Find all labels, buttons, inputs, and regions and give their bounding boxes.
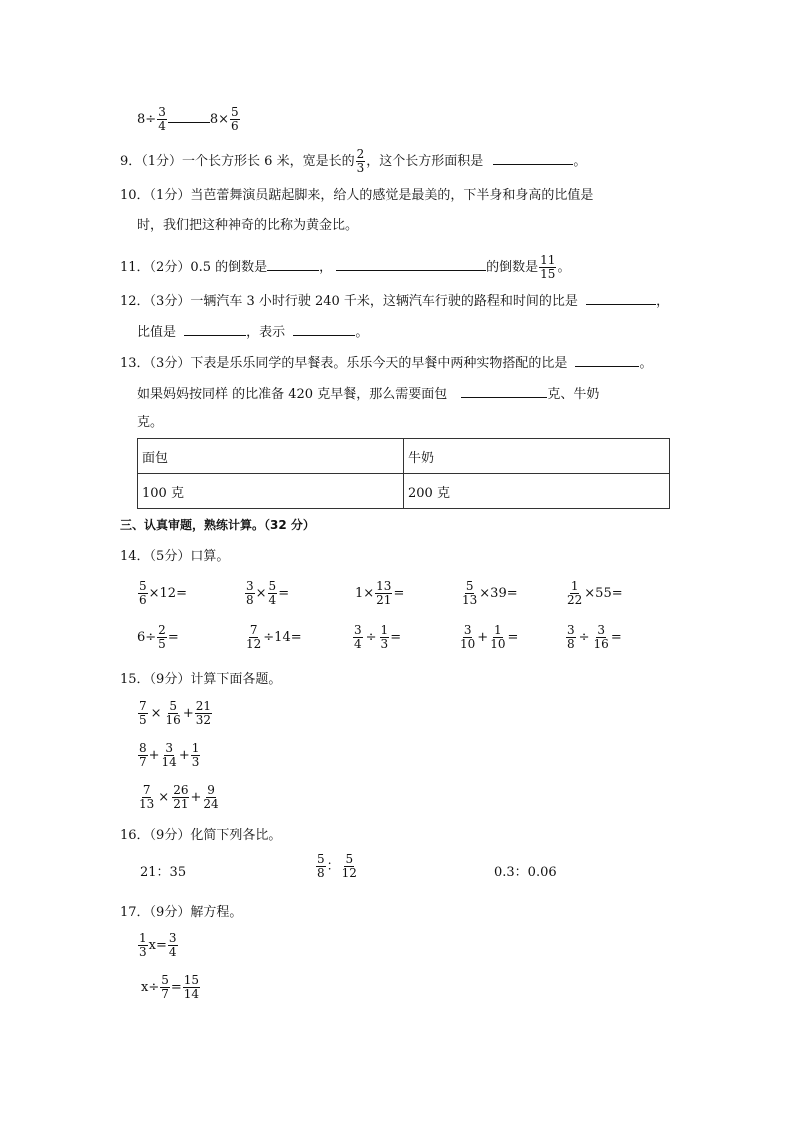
- question-10-line-1: [120, 186, 593, 206]
- question-number: 11．: [120, 260, 150, 275]
- q15-expression-3: $\frac{7}{13}$ × $\frac{26}{21}$ + $\frac{9}{24}$: [139, 783, 219, 811]
- question-text: （1分）一个长方形长 6 米，宽是长的: [141, 154, 355, 169]
- question-13-line-3: [137, 413, 163, 433]
- q8-number-b: 8: [209, 112, 219, 127]
- question-text: 克、牛奶: [547, 387, 600, 402]
- q14-item-1-2: $\frac{3}{8}$ × $\frac{5}{4}$ =: [246, 579, 290, 607]
- question-15-title: [120, 670, 281, 690]
- q14-item-2-2: $\frac{7}{12}$ ÷14=: [246, 623, 302, 651]
- q13-answer-blank-2[interactable]: [461, 383, 547, 398]
- table-cell-milk: 200 克: [404, 474, 670, 509]
- question-text: （9分）计算下面各题。: [149, 672, 282, 687]
- q8-fraction-1: $\frac{3}{4}$: [158, 105, 166, 133]
- question-number: 13．: [120, 356, 150, 371]
- question-text: 如果妈妈按同样 的比准备 420 克早餐，那么需要面包: [137, 387, 448, 402]
- q16-ratio-3: 0.3：0.06: [494, 865, 557, 880]
- q14-item-1-5: $\frac{1}{22}$ ×55=: [567, 579, 623, 607]
- q14-item-1-3: 1× $\frac{13}{21}$ =: [355, 579, 405, 607]
- q11-answer-blank-2[interactable]: [336, 256, 486, 271]
- question-text: （2分）0.5 的倒数是: [149, 260, 268, 275]
- question-number: 15．: [120, 672, 150, 687]
- q15-expression-2: $\frac{8}{7}$ + $\frac{3}{14}$ + $\frac{1}{3}$: [139, 741, 200, 769]
- q14-item-1-1: $\frac{5}{6}$ ×12=: [139, 579, 187, 607]
- question-9: 9．（1分）一个长方形长 6 米，宽是长的 $\frac{2}{3}$ ，这个长方形面积是 。: [120, 147, 587, 175]
- q14-item-2-1: 6÷ $\frac{2}{5}$ =: [137, 623, 179, 651]
- q11-answer-blank-1[interactable]: [267, 256, 319, 271]
- breakfast-table: [137, 438, 670, 509]
- q11-fraction: $\frac{11}{15}$: [540, 253, 556, 281]
- question-text: 克。: [137, 415, 164, 430]
- q9-fraction: $\frac{2}{3}$: [356, 147, 365, 175]
- q8-fraction-2: $\frac{5}{6}$: [231, 105, 239, 133]
- question-number: 14．: [120, 549, 150, 564]
- question-text: （1分）当芭蕾舞演员踮起脚来，给人的感觉是最美的，下半身和身高的比值是: [149, 188, 594, 203]
- q14-item-2-5: $\frac{3}{8}$ ÷ $\frac{3}{16}$ =: [567, 623, 622, 651]
- q16-ratio-1: 21：35: [140, 865, 187, 880]
- question-10-line-2: [137, 216, 358, 236]
- question-number: 16．: [120, 828, 150, 843]
- question-14-title: [120, 547, 229, 567]
- q12-answer-blank-3[interactable]: [293, 321, 355, 336]
- table-row: [138, 474, 670, 509]
- q15-expression-1: $\frac{7}{5}$ × $\frac{5}{16}$ + $\frac{21}{32}$: [139, 699, 212, 727]
- table-cell-bread: 100 克: [138, 474, 404, 509]
- q12-answer-blank-1[interactable]: [586, 290, 656, 305]
- question-text: 比值是: [137, 325, 177, 340]
- table-header-bread: 面包: [138, 439, 404, 474]
- q8-op-times: ×: [218, 112, 230, 127]
- question-text: （9分）解方程。: [149, 905, 243, 920]
- question-number: 10．: [120, 188, 150, 203]
- question-text: ，表示: [246, 325, 286, 340]
- question-text: （5分）口算。: [149, 549, 230, 564]
- q8-number-a: 8: [137, 112, 146, 127]
- question-text: ，这个长方形面积是: [366, 154, 484, 169]
- table-row: [138, 439, 670, 474]
- q14-item-1-4: $\frac{5}{13}$ ×39=: [462, 579, 518, 607]
- question-number: 9．: [120, 154, 142, 169]
- question-text: 的倒数是: [486, 260, 539, 275]
- question-text: 时，我们把这种神奇的比称为黄金比。: [137, 218, 359, 233]
- question-13-line-2: [137, 383, 599, 405]
- question-text: （9分）化简下列各比。: [149, 828, 282, 843]
- q13-answer-blank-1[interactable]: [575, 352, 639, 367]
- q17-equation-1: $\frac{1}{3}$ x= $\frac{3}{4}$: [139, 931, 177, 959]
- question-17-title: [120, 903, 242, 923]
- question-text: （3分）下表是乐乐同学的早餐表。乐乐今天的早餐中两种实物搭配的比是: [149, 356, 568, 371]
- q8-op-divide: ÷: [145, 112, 157, 127]
- q8-answer-blank[interactable]: [168, 108, 210, 123]
- question-11: 11．（2分）0.5 的倒数是 ， 的倒数是 $\frac{11}{15}$ 。: [120, 253, 571, 281]
- question-number: 12．: [120, 294, 150, 309]
- question-16-title: [120, 826, 281, 846]
- q8-expression: [137, 106, 241, 133]
- section-3-heading: 三、认真审题，熟练计算。（32 分）: [120, 518, 315, 532]
- q17-equation-2: x÷ $\frac{5}{7}$ = $\frac{15}{14}$: [141, 973, 200, 1001]
- table-header-milk: 牛奶: [404, 439, 670, 474]
- q9-answer-blank[interactable]: [493, 150, 573, 165]
- q14-item-2-3: $\frac{3}{4}$ ÷ $\frac{1}{3}$ =: [354, 623, 402, 651]
- question-12-line-1: 12．（3分）一辆汽车 3 小时行驶 240 千米，这辆汽车行驶的路程和时间的比是 ，: [120, 290, 669, 312]
- q14-item-2-4: $\frac{3}{10}$ + $\frac{1}{10}$ =: [460, 623, 519, 651]
- question-13-line-1: 13．（3分）下表是乐乐同学的早餐表。乐乐今天的早餐中两种实物搭配的比是 。: [120, 352, 652, 374]
- question-number: 17．: [120, 905, 150, 920]
- question-12-line-2: 比值是 ，表示 。: [137, 321, 368, 343]
- question-text: （3分）一辆汽车 3 小时行驶 240 千米，这辆汽车行驶的路程和时间的比是: [149, 294, 578, 309]
- q16-ratio-2: $\frac{5}{8}$ ： $\frac{5}{12}$: [317, 852, 357, 880]
- q12-answer-blank-2[interactable]: [184, 321, 246, 336]
